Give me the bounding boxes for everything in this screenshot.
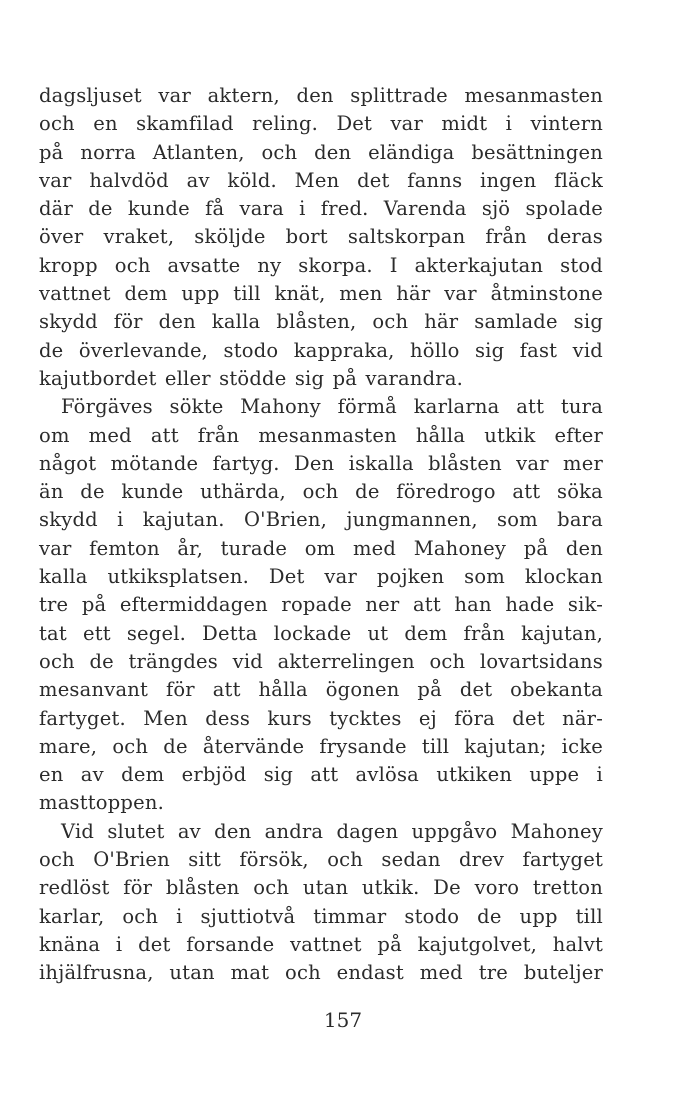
text-line: dagsljuset var aktern, den splittrade mesanmasten: [39, 84, 603, 107]
text-line: ihjälfrusna, utan mat och endast med tre buteljer: [39, 961, 603, 985]
text-line: var femton år, turade om med Mahoney på den: [39, 536, 603, 560]
text-line: där de kunde få vara i fred. Varenda sjö spolade: [39, 197, 603, 221]
text-line: masttoppen.: [39, 791, 164, 815]
text-line: de överlevande, stodo kappraka, höllo sig fast vid: [39, 338, 603, 362]
text-line: skydd för den kalla blåsten, och här samlade sig: [39, 310, 603, 334]
text-line: över vraket, sköljde bort saltskorpan från deras: [39, 225, 603, 249]
text-line: tat ett segel. Detta lockade ut dem från kajutan,: [39, 621, 603, 645]
text-line: vattnet dem upp till knät, men här var åtminstone: [39, 282, 603, 306]
text-line: kajutbordet eller stödde sig på varandra.: [39, 366, 464, 390]
text-line: och en skamfilad reling. Det var midt i vintern: [39, 112, 603, 136]
text-line: Vid slutet av den andra dagen uppgåvo Mahoney: [61, 819, 603, 843]
text-line: knäna i det forsande vattnet på kajutgolvet, halvt: [39, 932, 603, 956]
text-line: än de kunde uthärda, och de föredrogo att söka: [39, 480, 603, 504]
text-line: på norra Atlanten, och den eländiga besättningen: [39, 140, 603, 164]
text-line: något mötande fartyg. Den iskalla blåsten var mer: [39, 451, 603, 475]
text-line: tre på eftermiddagen ropade ner att han hade sik-: [39, 593, 603, 617]
text-line: fartyget. Men dess kurs tycktes ej föra det när-: [39, 706, 603, 730]
text-line: Förgäves sökte Mahony förmå karlarna att tura: [61, 395, 603, 419]
text-line: karlar, och i sjuttiotvå timmar stodo de upp till: [39, 904, 603, 928]
text-line: redlöst för blåsten och utan utkik. De voro tretton: [39, 876, 603, 900]
text-line: kalla utkiksplatsen. Det var pojken som klockan: [39, 565, 603, 589]
text-line: skydd i kajutan. O'Brien, jungmannen, som bara: [39, 508, 603, 532]
body-text: [39, 82, 603, 988]
text-line: var halvdöd av köld. Men det fanns ingen fläck: [39, 168, 603, 192]
text-line: och de trängdes vid akterrelingen och lovartsidans: [39, 649, 603, 673]
text-line: mare, och de återvände frysande till kajutan; icke: [39, 734, 603, 758]
text-line: kropp och avsatte ny skorpa. I akterkajutan stod: [39, 253, 603, 277]
text-line: och O'Brien sitt försök, och sedan drev fartyget: [39, 848, 603, 872]
text-line: om med att från mesanmasten hålla utkik efter: [39, 423, 603, 447]
text-line: mesanvant för att hålla ögonen på det obekanta: [39, 678, 603, 702]
page-number: 157: [323, 1008, 363, 1032]
text-line: en av dem erbjöd sig att avlösa utkiken uppe i: [39, 763, 603, 787]
